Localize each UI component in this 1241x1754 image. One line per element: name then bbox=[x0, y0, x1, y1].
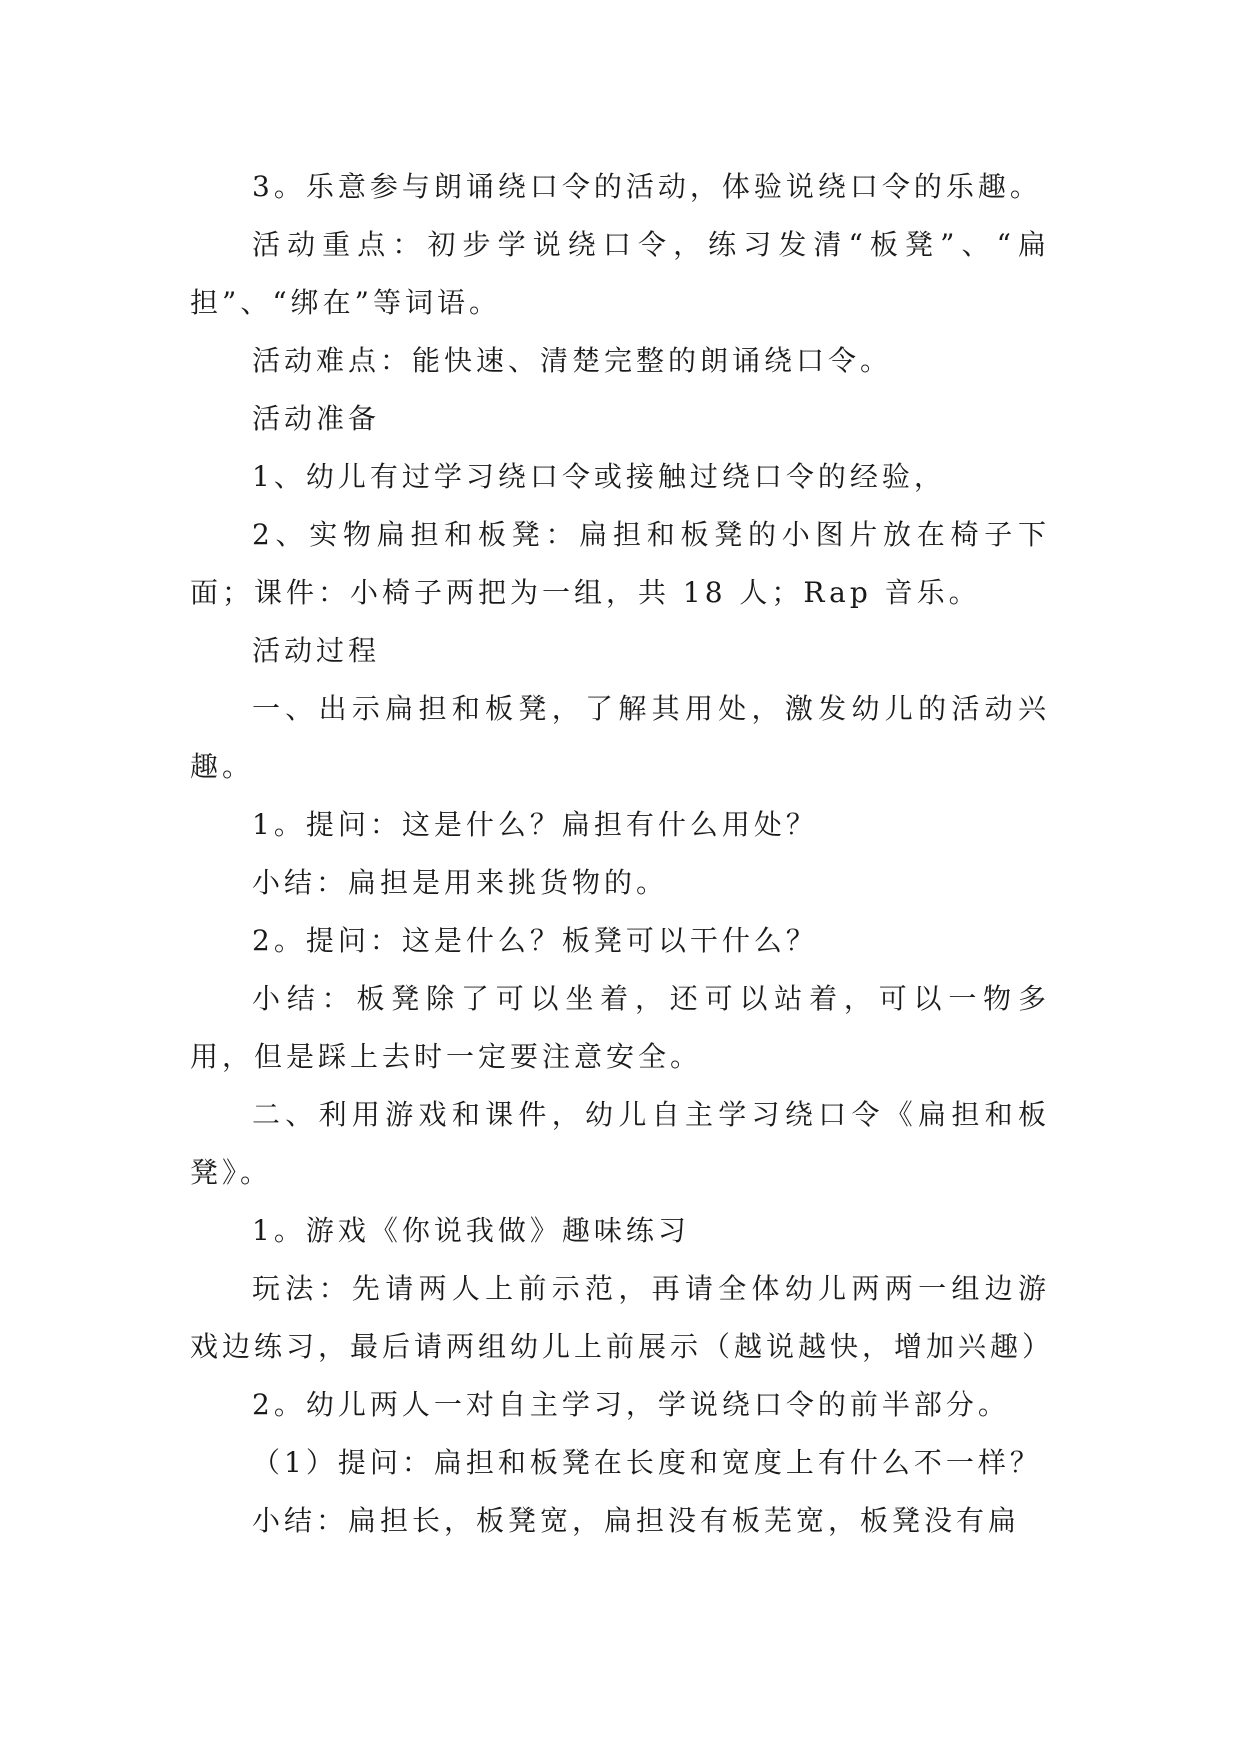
heading-process: 活动过程 bbox=[252, 634, 381, 667]
paragraph-goal-3: 3。乐意参与朗诵绕口令的活动，体验说绕口令的乐趣。 bbox=[252, 170, 1042, 203]
paragraph-difficulty: 活动难点：能快速、清楚完整的朗诵绕口令。 bbox=[252, 344, 893, 377]
paragraph-question-3: （1）提问：扁担和板凳在长度和宽度上有什么不一样？ bbox=[252, 1446, 1042, 1479]
paragraph-game-rules: 玩法：先请两人上前示范，再请全体幼儿两两一组边游戏边练习，最后请两组幼儿上前展示（越说越快，增加兴趣） bbox=[190, 1272, 1055, 1363]
paragraph-step-1: 一、出示扁担和板凳，了解其用处，激发幼儿的活动兴趣。 bbox=[190, 692, 1050, 783]
paragraph-step-2: 二、利用游戏和课件，幼儿自主学习绕口令《扁担和板凳》。 bbox=[190, 1098, 1050, 1189]
paragraph-summary-3: 小结：扁担长，板凳宽，扁担没有板芜宽，板凳没有扁 bbox=[252, 1504, 1021, 1537]
paragraph-summary-2: 小结：板凳除了可以坐着，还可以站着，可以一物多用，但是踩上去时一定要注意安全。 bbox=[190, 982, 1050, 1073]
paragraph-pair-study: 2。幼儿两人一对自主学习，学说绕口令的前半部分。 bbox=[252, 1388, 1010, 1421]
paragraph-game: 1。游戏《你说我做》趣味练习 bbox=[252, 1214, 690, 1247]
paragraph-question-1: 1。提问：这是什么？扁担有什么用处？ bbox=[252, 808, 818, 841]
heading-preparation: 活动准备 bbox=[252, 402, 381, 435]
paragraph-key-point: 活动重点：初步学说绕口令，练习发清“板凳”、“扁担”、“绑在”等词语。 bbox=[190, 228, 1050, 319]
paragraph-prep-1: 1、幼儿有过学习绕口令或接触过绕口令的经验， bbox=[252, 460, 946, 493]
document-body bbox=[190, 158, 1055, 1550]
paragraph-summary-1: 小结：扁担是用来挑货物的。 bbox=[252, 866, 669, 899]
paragraph-prep-2: 2、实物扁担和板凳：扁担和板凳的小图片放在椅子下面；课件：小椅子两把为一组，共 18 人；Rap 音乐。 bbox=[190, 518, 1050, 609]
paragraph-question-2: 2。提问：这是什么？板凳可以干什么？ bbox=[252, 924, 818, 957]
